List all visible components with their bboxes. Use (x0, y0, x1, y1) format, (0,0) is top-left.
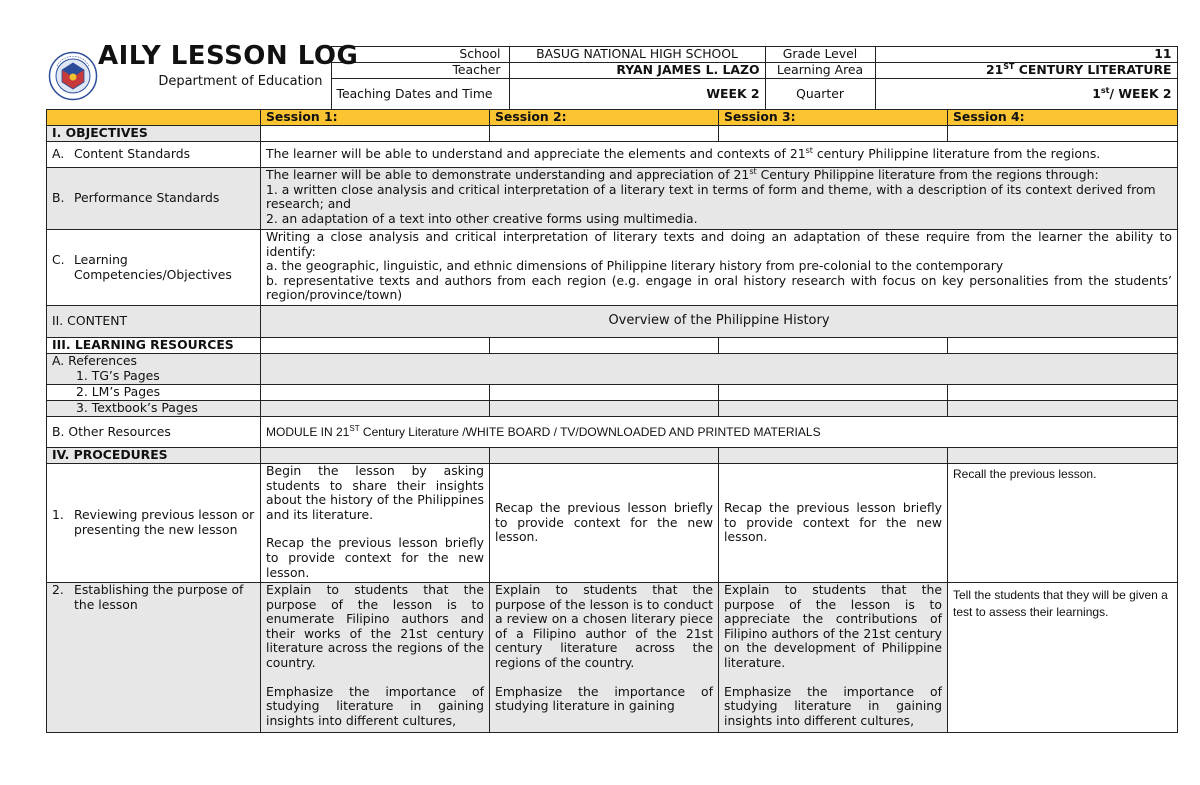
performance-standards-row (47, 168, 1178, 230)
learning-area-label: Learning Area (765, 63, 875, 79)
textbook-pages-blank (719, 401, 948, 417)
procedure-row-2 (47, 583, 1178, 733)
resources-blank (261, 338, 490, 354)
establishing-purpose-session-4: Tell the students that they will be given a test to assess their learnings. (948, 583, 1178, 733)
reviewing-lesson-session-3: Recap the previous lesson briefly to provide context for the new lesson. (719, 464, 948, 583)
teaching-dates-label: Teaching Dates and Time (331, 79, 509, 110)
other-resources-label: B. Other Resources (47, 417, 261, 448)
header-table (46, 40, 1178, 110)
references-label: A. References 1. TG’s Pages (47, 354, 261, 385)
performance-standards-text: The learner will be able to demonstrate understanding and appreciation of 21st Century Philippine literature from the regions through: 1. a written close analysis and critical interpretation of a literary text in terms of form and theme, with a description of its context derived from research; and 2. an adaptation of a text into other creative forms using multimedia. (261, 168, 1178, 230)
lesson-log-page (46, 40, 1177, 733)
lm-pages-blank (719, 385, 948, 401)
lm-pages-label: 2. LM’s Pages (47, 385, 261, 401)
content-heading: II. CONTENT (47, 306, 261, 338)
content-standards-row (47, 142, 1178, 168)
lm-pages-row (47, 385, 1178, 401)
content-row (47, 306, 1178, 338)
textbook-pages-blank (261, 401, 490, 417)
reviewing-lesson-session-1: Begin the lesson by asking students to share their insights about the history of the Philippines and its literature. Recap the previous lesson briefly to provide context for the new lesson. (261, 464, 490, 583)
lm-pages-blank (261, 385, 490, 401)
establishing-purpose-session-1: Explain to students that the purpose of the lesson is to enumerate Filipino authors and their works of the 21st century literature across the regions of the country. Emphasize the importance of studying literature in gaining insights into different cultures, (261, 583, 490, 733)
content-value: Overview of the Philippine History (261, 306, 1178, 338)
learning-resources-heading: III. LEARNING RESOURCES (47, 338, 261, 354)
resources-blank (490, 338, 719, 354)
procedures-heading: IV. PROCEDURES (47, 448, 261, 464)
objectives-blank (719, 126, 948, 142)
grade-level-label: Grade Level (765, 47, 875, 63)
other-resources-value: MODULE IN 21ST Century Literature /WHITE BOARD / TV/DOWNLOADED AND PRINTED MATERIALS (261, 417, 1178, 448)
procedures-blank (490, 448, 719, 464)
reviewing-lesson-session-2: Recap the previous lesson briefly to provide context for the new lesson. (490, 464, 719, 583)
objectives-heading-row (47, 126, 1178, 142)
session-header-row (47, 110, 1178, 126)
session-4-header: Session 4: (948, 110, 1178, 126)
deped-seal-icon (48, 51, 98, 101)
learning-area-value: 21ST CENTURY LITERATURE (875, 63, 1177, 79)
textbook-pages-blank (490, 401, 719, 417)
references-value (261, 354, 1178, 385)
session-2-header: Session 2: (490, 110, 719, 126)
lesson-table (46, 109, 1178, 733)
quarter-label: Quarter (765, 79, 875, 110)
session-1-header: Session 1: (261, 110, 490, 126)
reviewing-lesson-session-4: Recall the previous lesson. (948, 464, 1178, 583)
learning-competencies-label: C. Learning Competencies/Objectives (47, 230, 261, 306)
procedure-row-1 (47, 464, 1178, 583)
grade-level-value: 11 (875, 47, 1177, 63)
learning-resources-heading-row (47, 338, 1178, 354)
other-resources-row (47, 417, 1178, 448)
establishing-purpose-label: 2. Establishing the purpose of the lesson (47, 583, 261, 733)
learning-competencies-row (47, 230, 1178, 306)
teacher-label: Teacher (331, 63, 509, 79)
textbook-pages-row (47, 401, 1178, 417)
school-label: School (331, 47, 509, 63)
document-title: AILY LESSON LOG (98, 40, 359, 71)
objectives-blank (948, 126, 1178, 142)
establishing-purpose-session-3: Explain to students that the purpose of the lesson is to appreciate the contributions of Filipino authors of the 21st century on the development of Philippine literature. Emphasize the importance of studying literature in gaining insights into different cultures, (719, 583, 948, 733)
resources-blank (719, 338, 948, 354)
procedures-heading-row (47, 448, 1178, 464)
header-branding (46, 40, 359, 110)
reviewing-lesson-label: 1. Reviewing previous lesson or presenting the new lesson (47, 464, 261, 583)
objectives-heading: I. OBJECTIVES (47, 126, 261, 142)
department-name: Department of Education (158, 73, 323, 89)
procedures-blank (948, 448, 1178, 464)
quarter-value: 1st/ WEEK 2 (875, 79, 1177, 110)
teacher-value: RYAN JAMES L. LAZO (509, 63, 765, 79)
procedures-blank (261, 448, 490, 464)
resources-blank (948, 338, 1178, 354)
learning-competencies-text: Writing a close analysis and critical interpretation of literary texts and doing an adaptation of these require from the learner the ability to identify: a. the geographic, linguistic, and ethnic dimensions of Philippine literary history from pre-colonial to the contemporary b. representative texts and authors from each region (e.g. engage in oral history research with focus on key personalities from the students’ region/province/town) (261, 230, 1178, 306)
lm-pages-blank (490, 385, 719, 401)
textbook-pages-blank (948, 401, 1178, 417)
content-standards-text: The learner will be able to understand and appreciate the elements and contexts of 21st century Philippine literature from the regions. (261, 142, 1178, 168)
references-row (47, 354, 1178, 385)
objectives-blank (490, 126, 719, 142)
session-header-blank (47, 110, 261, 126)
establishing-purpose-session-2: Explain to students that the purpose of the lesson is to conduct a review on a chosen literary piece of a Filipino author of the 21st century literature across the regions of the country. Emphasize the importance of studying literature in gaining (490, 583, 719, 733)
objectives-blank (261, 126, 490, 142)
lm-pages-blank (948, 385, 1178, 401)
school-value: BASUG NATIONAL HIGH SCHOOL (509, 47, 765, 63)
performance-standards-label: B. Performance Standards (47, 168, 261, 230)
teaching-dates-value: WEEK 2 (509, 79, 765, 110)
session-3-header: Session 3: (719, 110, 948, 126)
procedures-blank (719, 448, 948, 464)
textbook-pages-label: 3. Textbook’s Pages (47, 401, 261, 417)
content-standards-label: A. Content Standards (47, 142, 261, 168)
